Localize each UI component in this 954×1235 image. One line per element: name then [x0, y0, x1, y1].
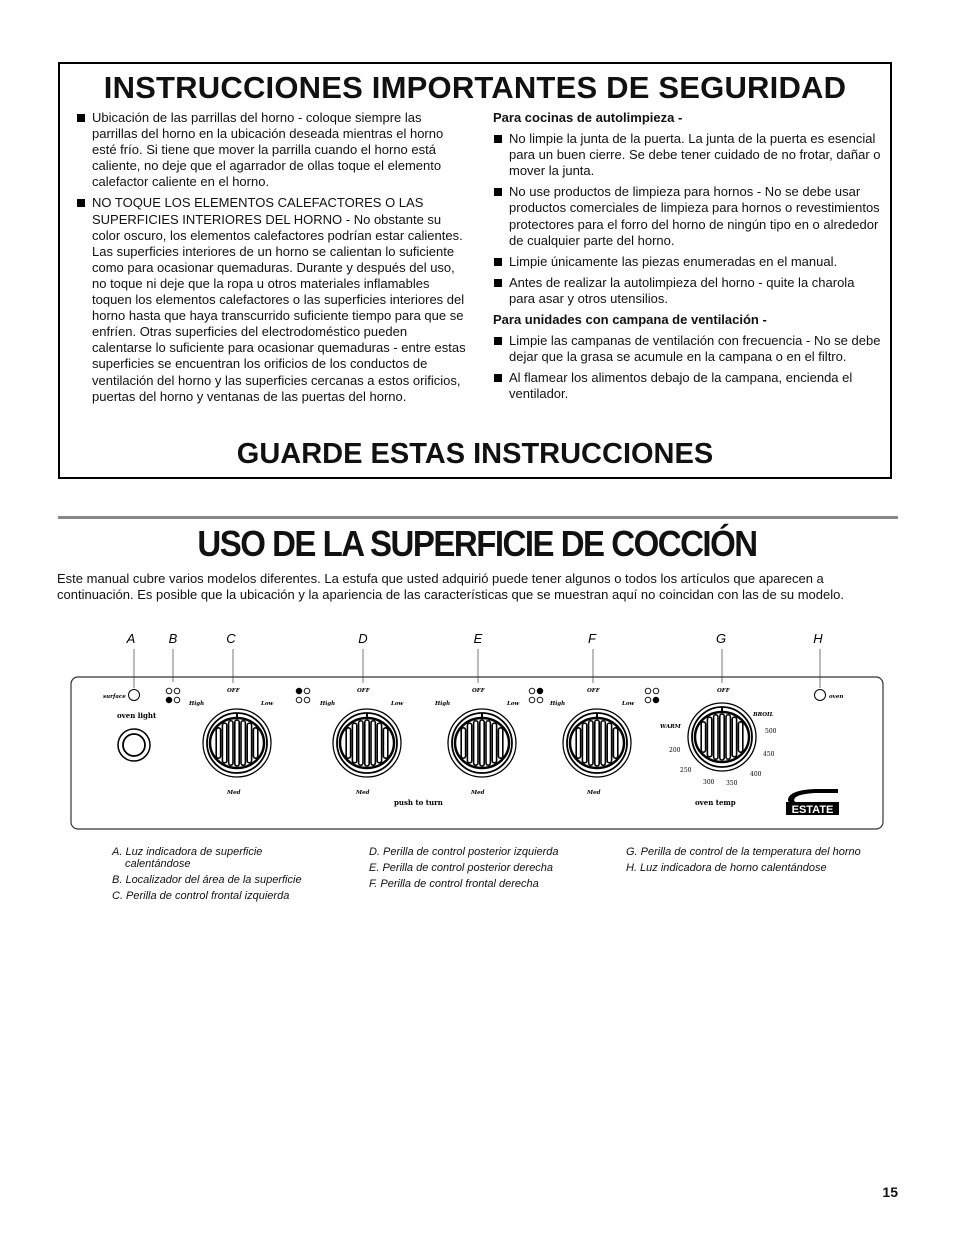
knob-f-off: OFF — [587, 688, 600, 694]
section-title: USO DE LA SUPERFICIE DE COCCIÓN — [197, 523, 757, 564]
caption-g: G. Perilla de control de la temperatura del horno — [626, 846, 861, 858]
temp-350: 350 — [726, 780, 738, 787]
callout-leaders — [134, 649, 820, 688]
vent-heading: Para unidades con campana de ventilación - — [493, 312, 767, 328]
safety-bullet: Ubicación de las parrillas del horno - coloque siempre las parrillas del horno en la ubicación deseada mientras el horno esté frío. Si tiene que mover la parrilla cuando el horno está caliente, no deje que el agarrador de ollas toque el elemento calefactor caliente en el horno. — [76, 110, 468, 190]
control-panel-diagram — [0, 625, 954, 840]
knob-d-off: OFF — [357, 688, 370, 694]
rear-left-knob[interactable] — [333, 709, 401, 777]
temp-300: 300 — [703, 779, 715, 786]
safety-bullet: NO TOQUE LOS ELEMENTOS CALEFACTORES O LAS SUPERFICIES INTERIORES DEL HORNO - No obstante su color oscuro, los elementos calefactores podrían estar calientes. Las superficies interiores de un horno se calientan lo suficiente como para ocasionar quemaduras. Durante y después del uso, no toque ni deje que la ropa u otros materiales inflamables toquen los elementos calefactores o las superficies interiores del horno hasta que haya transcurrido suficiente tiempo para que se enfríen. Otras superficies del electrodoméstico pueden calentarse lo suficiente para ocasionar quemaduras - entre estas superficies se encuentran los orificios de los conductos de ventilación del horno y las superficies cercanas a estos orificios, puertas del horno y ventanas de las puertas del horno. — [76, 195, 468, 404]
self-clean-bullet: No limpie la junta de la puerta. La junta de la puerta es esencial para un buen cierre. Se debe tener cuidado de no frotar, dañar o mover la junta. — [493, 131, 883, 179]
front-right-knob[interactable] — [563, 709, 631, 777]
self-clean-bullet: No use productos de limpieza para hornos - No se debe usar productos comerciales de limpieza para hornos o revestimientos protectores para el forro del horno de ningún tipo en o alrededor de cualquier parte del horno. — [493, 184, 883, 248]
oven-temp-knob[interactable] — [688, 703, 756, 771]
locator-dots-e — [529, 688, 543, 703]
front-left-knob[interactable] — [203, 709, 271, 777]
oven-indicator-light — [815, 690, 826, 701]
oven-label: oven — [829, 694, 844, 700]
knob-f-low: Low — [622, 701, 635, 707]
estate-logo — [786, 789, 839, 816]
caption-f: F. Perilla de control frontal derecha — [369, 878, 539, 890]
surface-label: surface — [103, 694, 126, 700]
locator-dots-c — [166, 688, 180, 703]
temp-450: 450 — [763, 751, 775, 758]
knob-f-med: Med — [587, 790, 601, 796]
knob-e-high: High — [435, 701, 451, 707]
callout-e: E — [473, 631, 483, 646]
self-clean-bullet: Antes de realizar la autolimpieza del horno - quite la charola para asar y otros utensilios. — [493, 275, 883, 307]
oven-light-label: oven light — [117, 711, 157, 720]
safety-box — [58, 62, 892, 479]
callout-h: H — [813, 631, 823, 646]
section-intro: Este manual cubre varios modelos diferentes. La estufa que usted adquirió puede tener algunos o todos los artículos que aparecen a continuación. Es posible que la ubicación y la apariencia de las características que se muestran aquí no coincidan con las de su modelo. — [57, 571, 844, 602]
knob-d-low: Low — [391, 701, 404, 707]
temp-500: 500 — [765, 728, 777, 735]
callout-a: A — [126, 631, 136, 646]
vent-bullet: Al flamear los alimentos debajo de la campana, encienda el ventilador. — [493, 370, 883, 402]
callout-b: B — [168, 631, 178, 646]
caption-column-2 — [369, 846, 604, 890]
caption-column-3 — [626, 846, 866, 874]
caption-b: B. Localizador del área de la superficie — [112, 874, 302, 886]
save-instructions-title: GUARDE ESTAS INSTRUCCIONES — [236, 438, 714, 470]
knob-c-high: High — [189, 701, 205, 707]
knob-c-low: Low — [261, 701, 274, 707]
locator-dots-f — [645, 688, 659, 703]
safety-title: INSTRUCCIONES IMPORTANTES DE SEGURIDAD — [103, 70, 847, 105]
page-number: 15 — [882, 1184, 898, 1200]
knob-e-off: OFF — [472, 688, 485, 694]
self-clean-heading: Para cocinas de autolimpieza - — [493, 110, 683, 125]
self-clean-bullet: Limpie únicamente las piezas enumeradas en el manual. — [493, 254, 883, 270]
callout-c: C — [226, 631, 236, 646]
knob-e-med: Med — [471, 790, 485, 796]
oven-temp-label: oven temp — [695, 798, 736, 807]
rear-right-knob[interactable] — [448, 709, 516, 777]
estate-logo-text: ESTATE — [791, 804, 834, 816]
caption-e: E. Perilla de control posterior derecha — [369, 862, 554, 874]
callout-f: F — [588, 631, 596, 646]
knob-d-high: High — [320, 701, 336, 707]
callout-d: D — [358, 631, 368, 646]
temp-200: 200 — [669, 747, 681, 754]
caption-column-1 — [112, 846, 327, 902]
knob-f-high: High — [550, 701, 566, 707]
vent-bullet: Limpie las campanas de ventilación con frecuencia - No se debe dejar que la grasa se acumule en la campana o en el filtro. — [493, 333, 883, 365]
caption-h: H. Luz indicadora de horno calentándose — [626, 862, 827, 874]
temp-400: 400 — [750, 771, 762, 778]
knob-c-off: OFF — [227, 688, 240, 694]
broil-label: BROIL — [753, 712, 774, 718]
caption-a: A. Luz indicadora de superficie calentándose — [112, 846, 263, 870]
warm-label: WARM — [660, 724, 681, 730]
knob-e-low: Low — [507, 701, 520, 707]
section-divider — [58, 516, 898, 519]
caption-c: C. Perilla de control frontal izquierda — [112, 890, 290, 902]
safety-right-column — [493, 110, 883, 408]
locator-dots-d — [296, 688, 310, 703]
oven-knob-off: OFF — [717, 688, 730, 694]
surface-indicator-light — [129, 690, 140, 701]
callout-g: G — [715, 631, 727, 646]
knob-c-med: Med — [227, 790, 241, 796]
push-to-turn-label: push to turn — [394, 798, 443, 807]
temp-250: 250 — [680, 767, 692, 774]
safety-left-column — [76, 110, 468, 410]
knob-d-med: Med — [356, 790, 370, 796]
caption-d: D. Perilla de control posterior izquierda — [369, 846, 559, 858]
